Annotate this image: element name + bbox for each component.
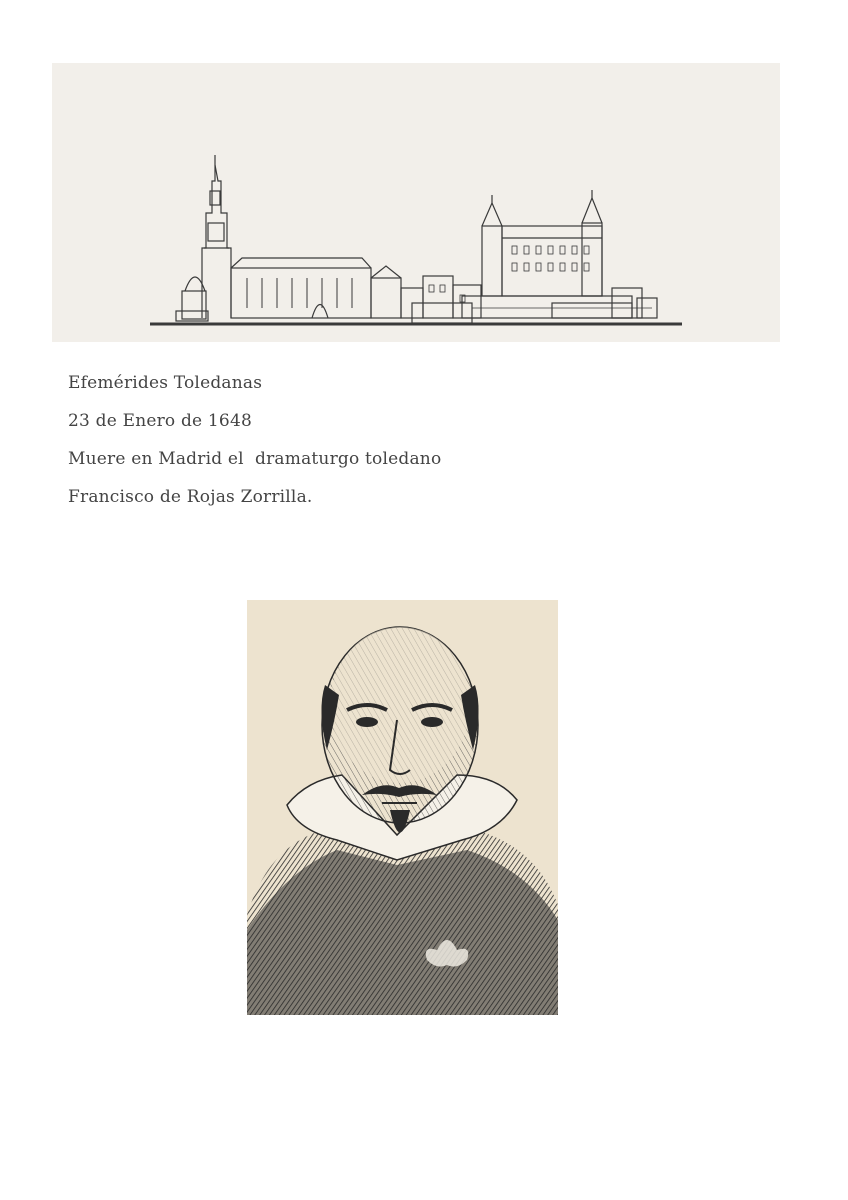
portrait-illustration — [247, 600, 558, 1015]
toledo-skyline-illustration — [52, 63, 780, 342]
heading: Efemérides Toledanas — [68, 373, 263, 393]
portrait-engraving — [247, 600, 558, 1015]
event-line-1: Muere en Madrid el dramaturgo toledano — [68, 449, 442, 469]
toledo-skyline-banner — [52, 63, 780, 342]
event-line-2: Francisco de Rojas Zorrilla. — [68, 487, 313, 507]
ephemeris-text — [68, 368, 441, 520]
date-line: 23 de Enero de 1648 — [68, 411, 252, 431]
